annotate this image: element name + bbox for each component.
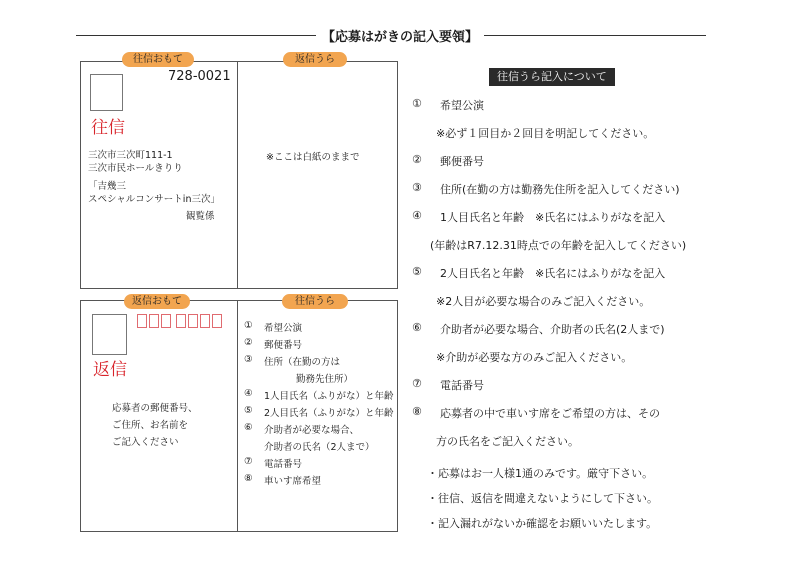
instruction-5-note: ※2人目が必要な場合のみご記入ください。 [436,295,651,308]
rule-bullet-1: ・応募はお一人様1通のみです。厳守下さい。 [427,467,654,480]
postal-digit-box [212,314,222,328]
instruction-1-note: ※必ず１回目か２回目を明記してください。 [436,127,655,140]
title-rule-left [76,35,316,36]
tag-outgoing-back: 往信うら [282,294,348,309]
tag-reply-back: 返信うら [283,52,347,67]
instruction-6-note: ※介助が必要な方のみご記入ください。 [436,351,633,364]
postal-code-boxes [137,314,224,328]
postal-digit-box [176,314,186,328]
address-line-1: 三次市三次町111-1 [88,150,173,161]
reply-instruction-3: ご記入ください [112,437,179,448]
stamp-box [92,314,127,355]
instruction-8-note: 方の氏名をご記入ください。 [436,435,579,448]
blank-note: ※ここは白紙のままで [266,152,360,163]
reply-label: 返信 [93,360,127,380]
event-line-2: スペシャルコンサートin三次」 [88,194,220,205]
postcard-divider [237,62,238,288]
tag-reply-front: 返信おもて [124,294,190,309]
reply-instruction-1: 応募者の郵便番号、 [112,403,198,414]
instructions-heading: 往信うら記入について [489,68,615,86]
postal-digit-box [161,314,171,328]
rule-bullet-2: ・往信、返信を間違えないようにして下さい。 [427,492,658,505]
reply-instruction-2: ご住所、お名前を [112,420,189,431]
event-line-1: 「吉幾三 [88,181,127,192]
instruction-4-note: (年齢はR7.12.31時点での年齢を記入してください) [430,239,687,252]
postal-digit-box [200,314,210,328]
tag-outgoing-front: 往信おもて [122,52,194,67]
postcard-outgoing [80,61,398,289]
postal-digit-box [188,314,198,328]
title-rule-right [484,35,706,36]
page-title: 【応募はがきの記入要領】 [321,30,478,45]
postal-digit-box [149,314,159,328]
stamp-box [90,74,123,111]
rule-bullet-3: ・記入漏れがないか確認をお願いいたします。 [427,517,658,530]
recipient-label: 観覧係 [186,211,215,222]
postal-digit-box [137,314,147,328]
address-line-2: 三次市民ホールきりり [88,163,183,174]
postcard-divider [237,301,238,531]
outgoing-label: 往信 [91,118,125,138]
postal-code: 728-0021 [168,69,231,84]
